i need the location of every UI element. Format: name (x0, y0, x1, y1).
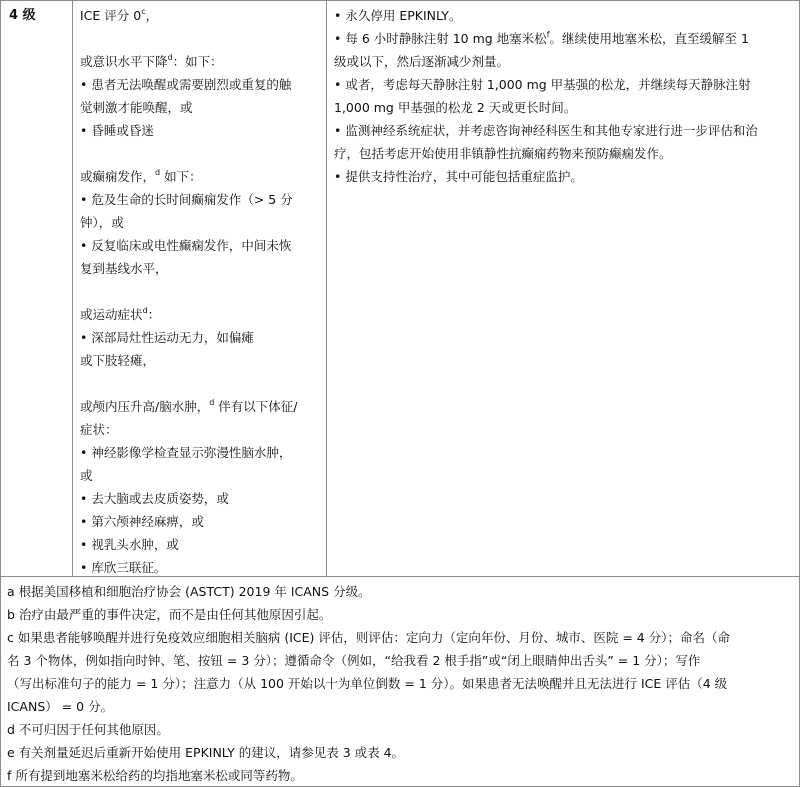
footnote-a: a 根据美国移植和细胞治疗协会 (ASTCT) 2019 年 ICANS 分级。 (7, 584, 371, 599)
criteria-line: 觉刺激才能唤醒，或 (80, 100, 193, 115)
criteria-line: • 库欣三联征。 (80, 560, 167, 575)
management-line: 级或以下，然后逐渐减少剂量。 (334, 54, 510, 69)
criteria-cell (80, 4, 325, 579)
criteria-line: 或运动症状$^d$： (80, 306, 161, 322)
criteria-line: 或意识水平下降$^d$：如下： (80, 53, 223, 69)
criteria-line: 复到基线水平， (80, 261, 168, 276)
footnote-c: （写出标准句子的能力 = 1 分）；注意力（从 100 开始以十为单位倒数 = 1 分）。如果患者无法唤醒并且无法进行 ICE 评估（4 级 (7, 676, 728, 691)
management-line: 疗，包括考虑开始使用非镇静性抗癫痫药物来预防癫痫发作。 (334, 146, 672, 161)
management-cell (334, 4, 794, 188)
footnote-b: b 治疗由最严重的事件决定，而不是由任何其他原因引起。 (7, 607, 332, 622)
criteria-line: 钟），或 (80, 215, 124, 230)
footnote-d: d 不可归因于任何其他原因。 (7, 722, 169, 737)
column-divider-2 (326, 0, 327, 577)
criteria-line: • 去大脑或去皮质姿势，或 (80, 491, 229, 506)
criteria-line: • 深部局灶性运动无力，如偏瘫 (80, 330, 254, 345)
criteria-line: 或颅内压升高/脑水肿，$^d$ 伴有以下体征/ (80, 398, 298, 414)
criteria-line: 或 (80, 468, 93, 483)
management-line: • 提供支持性治疗，其中可能包括重症监护。 (334, 169, 583, 184)
footnote-f: f 所有提到地塞米松给药的均指地塞米松或同等药物。 (7, 768, 303, 783)
footnote-e: e 有关剂量延迟后重新开始使用 EPKINLY 的建议，请参见表 3 或表 4。 (7, 745, 405, 760)
criteria-line: • 昏睡或昏迷 (80, 123, 154, 138)
footnote-c: 名 3 个物体，例如指向时钟、笔、按钮 = 3 分）；遵循命令（例如，“给我看 2 根手指”或“闭上眼睛伸出舌头” = 1 分）；写作 (7, 653, 701, 668)
grade-cell: 4 级 (9, 8, 36, 23)
criteria-line: • 神经影像学检查显示弥漫性脑水肿， (80, 445, 292, 460)
criteria-line: ICE 评分 0$^c$， (80, 7, 159, 23)
column-divider-1 (72, 0, 73, 577)
criteria-line: • 反复临床或电性癫痫发作，中间未恢 (80, 238, 292, 253)
footnotes (7, 580, 795, 787)
criteria-line: • 患者无法唤醒或需要剧烈或重复的触 (80, 77, 292, 92)
management-line: • 或者，考虑每天静脉注射 1,000 mg 甲基强的松龙，并继续每天静脉注射 (334, 77, 751, 92)
criteria-line: • 视乳头水肿，或 (80, 537, 179, 552)
criteria-line: • 危及生命的长时间癫痫发作（> 5 分 (80, 192, 293, 207)
criteria-line: 或癫痫发作，$^d$ 如下： (80, 168, 202, 184)
footnote-c: ICANS） = 0 分。 (7, 699, 114, 714)
management-line: • 监测神经系统症状，并考虑咨询神经科医生和其他专家进行进一步评估和治 (334, 123, 758, 138)
criteria-line: 或下肢轻瘫， (80, 353, 156, 368)
management-line: • 每 6 小时静脉注射 10 mg 地塞米松$^f$。继续使用地塞米松，直至缓解至 1 (334, 30, 749, 46)
footnote-c: c 如果患者能够唤醒并进行免疫效应细胞相关脑病 (ICE) 评估，则评估：定向力（定向年份、月份、城市、医院 = 4 分）；命名（命 (7, 630, 730, 645)
management-line: • 永久停用 EPKINLY。 (334, 8, 462, 23)
criteria-line: • 第六颅神经麻痹，或 (80, 514, 204, 529)
management-line: 1,000 mg 甲基强的松龙 2 天或更长时间。 (334, 100, 577, 115)
criteria-line: 症状： (80, 422, 118, 437)
